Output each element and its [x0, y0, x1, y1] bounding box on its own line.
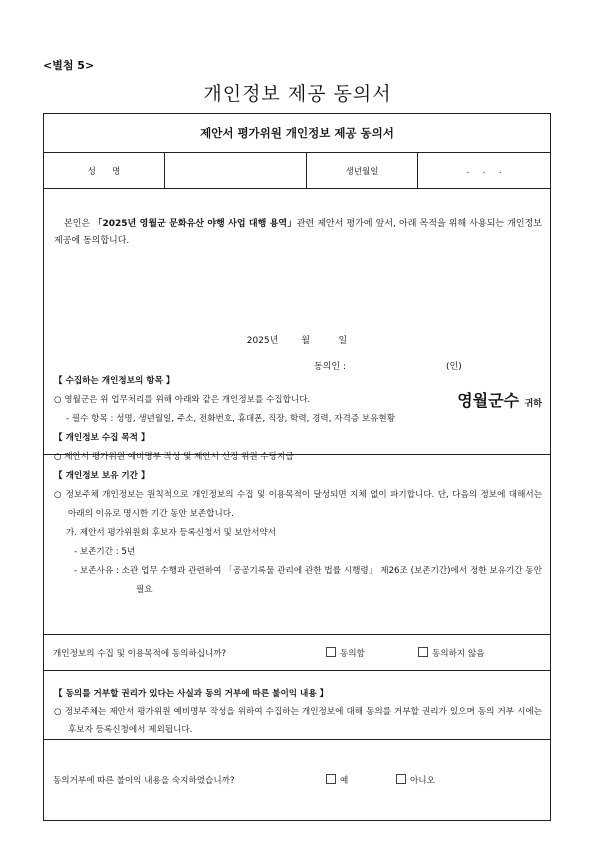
question-consent-text: 개인정보의 수집 및 이용목적에 동의하십니까?: [53, 648, 227, 659]
refusal-heading: 【 동의를 거부할 권리가 있다는 사실과 동의 거부에 따른 불이익 내용 】: [54, 689, 329, 699]
no-option[interactable]: [396, 774, 435, 786]
retention-period: - 보존기간 : 5년: [74, 547, 136, 557]
retention-heading: 【 개인정보 보유 기간 】: [54, 471, 150, 481]
name-label: 성 명: [87, 166, 121, 177]
collect-line: ○ 영월군은 위 업무처리를 위해 아래와 같은 개인정보를 수집합니다.: [54, 395, 311, 405]
recipient-suffix: 귀하: [524, 399, 542, 409]
consent-form: [43, 113, 551, 821]
document-title: 개인정보 제공 동의서: [203, 83, 392, 105]
signer-label: 동의인 :: [314, 362, 346, 372]
question-consent: [44, 635, 550, 671]
birth-value: . . .: [466, 165, 502, 176]
birth-label-cell: [307, 153, 418, 188]
refusal-line: ○ 정보주체는 제안서 평가위원 예비명부 작성을 위하여 수집하는 개인정보에 대해 동의를 거부할 권리가 있으며 동의 거부 시에는 후보자 등록신청에서 제외됩니다.: [54, 707, 542, 735]
collect-items: - 필수 항목 : 성명, 생년월일, 주소, 전화번호, 휴대폰, 직장, 학력, 경력, 자격증 보유현황: [66, 414, 396, 424]
details-section: [44, 355, 550, 635]
yes-option[interactable]: [326, 774, 348, 786]
collect-heading: 【 수집하는 개인정보의 항목 】: [54, 376, 175, 386]
birth-field[interactable]: [418, 153, 550, 188]
project-name: 「2025년 영월군 문화유산 야행 사업 대행 용역」: [93, 219, 297, 229]
no-label: 아니오: [410, 776, 435, 786]
info-row: [44, 153, 550, 189]
question-acknowledge-text: 동의거부에 따른 불이익 내용을 숙지하였습니까?: [53, 776, 235, 786]
question-acknowledge: [44, 740, 550, 820]
seal-mark: (인): [446, 362, 462, 372]
agree-checkbox[interactable]: [326, 647, 336, 657]
refusal-section: [44, 671, 550, 740]
purpose-heading: 【 개인정보 수집 목적 】: [54, 433, 150, 443]
disagree-option[interactable]: [418, 647, 485, 659]
agree-option[interactable]: [326, 647, 365, 659]
yes-checkbox[interactable]: [326, 774, 336, 784]
name-label-cell: [44, 153, 165, 188]
consent-date: 2025년 월 일: [246, 336, 348, 346]
retention-line: ○ 정보주체 개인정보는 원칙적으로 개인정보의 수집 및 이용목적이 달성되면 지체 없이 파기합니다. 단, 다음의 정보에 대해서는 아래의 이유로 명시한 기간 동안 보존합니다.: [54, 490, 542, 519]
name-field[interactable]: [165, 153, 307, 188]
recipient-name: 영월군수: [457, 391, 520, 410]
consent-prefix: 본인은: [64, 219, 94, 229]
retention-item: 가. 제안서 평가위원회 후보자 등록신청서 및 보안서약서: [66, 528, 277, 538]
annex-label: <별첨 5>: [43, 59, 95, 72]
form-header-title: 제안서 평가위원 개인정보 제공 동의서: [200, 126, 394, 140]
disagree-checkbox[interactable]: [418, 647, 428, 657]
form-header: [44, 114, 550, 153]
agree-label: 동의함: [340, 648, 365, 659]
disagree-label: 동의하지 않음: [432, 648, 485, 659]
yes-label: 예: [340, 776, 349, 786]
birth-label: 생년월일: [345, 166, 379, 177]
consent-text: [54, 216, 542, 250]
consent-suffix: 관련 제안서 평가에 앞서, 아래 목적을 위해 사용되는 개인정보 제공에 동의합니다.: [54, 219, 542, 246]
purpose-line: ○ 제안서 평가위원 예비명부 작성 및 제안서 선정 위원 수당지급: [54, 452, 294, 462]
no-checkbox[interactable]: [396, 774, 406, 784]
retention-reason: - 보존사유 : 소관 업무 수행과 관련하여 「공공기록물 관리에 관한 법률 시행령」 제26조 (보존기간)에서 정한 보유기간 동안 필요: [74, 566, 542, 595]
